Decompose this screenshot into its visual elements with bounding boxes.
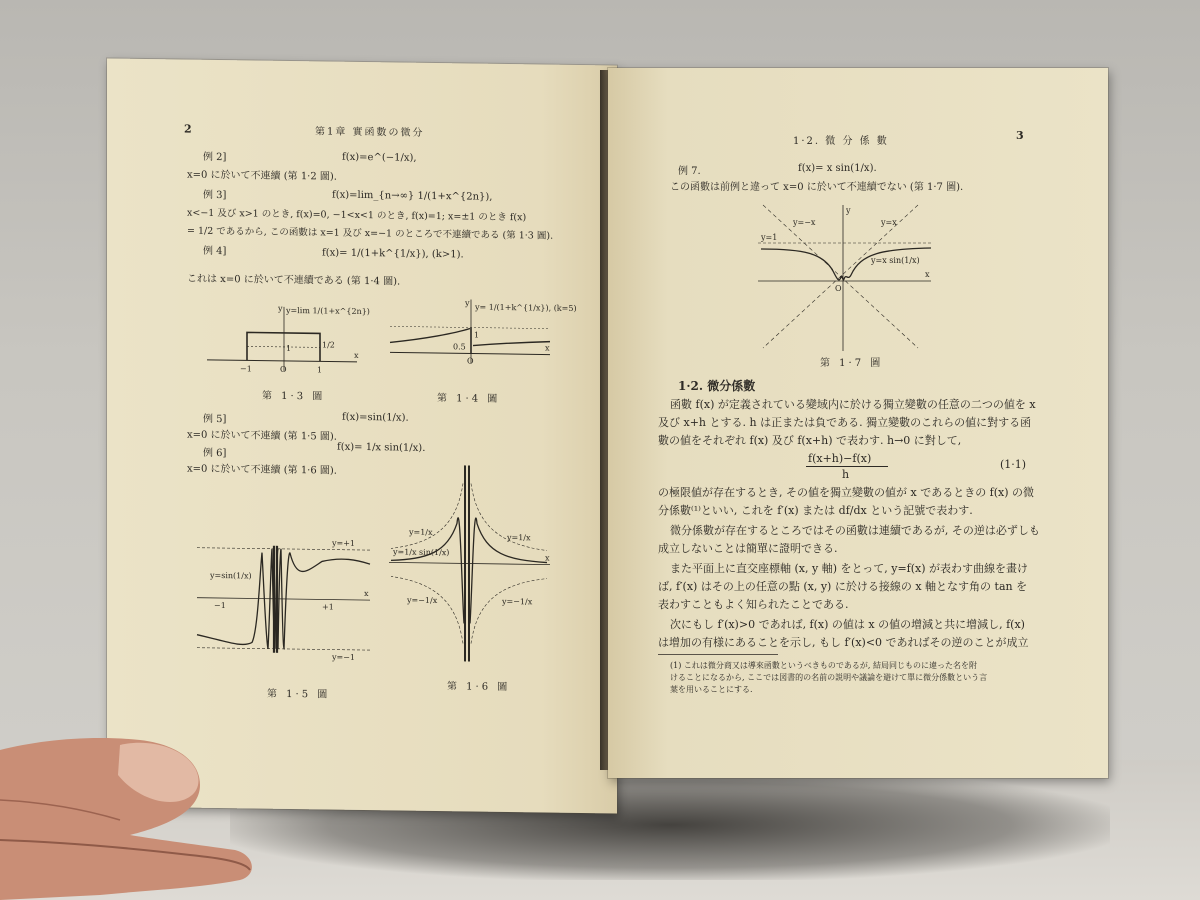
curve-label: y=x [881,218,897,227]
formula: f(x)=e^(−1/x), [342,151,417,164]
curve-label: y=1/x [507,533,531,543]
paragraph-line: 數の値をそれぞれ f(x) 及び f(x+h) で表わす. h→0 に對して, [658,434,962,447]
curve-label: y=1/x [409,527,433,537]
example-label: 例 4] [203,245,227,258]
paragraph-line: 函數 f(x) が定義されている變域内に於ける獨立變數の任意の二つの値を x [670,398,1036,411]
curve-label: y=sin(1/x) [210,570,252,581]
tick-label: 1 [317,365,323,375]
formula: f(x)= 1/x sin(1/x). [337,441,426,454]
paragraph-line: 次にもし f′(x)>0 であれば, f(x) の値は x の値の增減と共に增減し, f(x) [670,618,1025,631]
curve-label: y= 1/(1+k^{1/x}), (k=5) [475,302,577,313]
section-title: 1·2. 微分係數 [678,379,756,393]
paragraph-line: 成立しないことは簡單に證明できる. [658,542,838,555]
value-label: 1 [474,330,480,340]
page-number: 3 [1016,129,1024,142]
axis-label-y: y [846,206,851,215]
formula: f(x)=sin(1/x). [342,411,409,424]
paragraph-line: また平面上に直交座標軸 (x, y 軸) をとって, y=f(x) が表わす曲線を畫け [670,562,1029,575]
example-label: 例 2] [203,151,227,164]
paragraph-line: 分係數⁽¹⁾といい, これを f′(x) または df/dx という記號で表わす. [658,504,973,517]
paragraph-line: 表わすこともよく知られたことである. [658,598,849,611]
figure-1-6 [387,462,552,664]
left-page [107,58,617,813]
figure-caption: 第 1·3 圖 [262,390,326,403]
axis-label-x: x [354,350,359,360]
text-line: x<−1 及び x>1 のとき, f(x)=0, −1<x<1 のとき, f(x)=1; x=±1 のとき f(x) [187,207,527,224]
figure-caption: 第 1·4 圖 [437,393,501,405]
paragraph-line: は增加の有様にあることを示し, もし f′(x)<0 であればその逆のことが成立 [658,636,1029,649]
paragraph-line: の極限値が存在するとき, その値を獨立變數の値が x であるときの f(x) の微 [658,486,1035,499]
tick-label: −1 [214,600,226,611]
example-label: 例 6] [203,447,227,460]
axis-label-x: x [364,589,369,599]
value-label: 1 [286,343,292,354]
hand [0,730,260,900]
curve-label: y=1 [761,233,778,242]
footnote-line: けることになるから, ここでは図書的の名前の説明や議論を避けて單に微分係數という言 [670,673,988,682]
curve-label: y=+1 [332,538,356,548]
curve-label: y=lim 1/(1+x^{2n}) [286,305,370,317]
equation-denominator: h [842,468,850,481]
tick-label: O [280,364,287,374]
figure-caption: 第 1·7 圖 [820,358,884,369]
equation-number: (1·1) [1000,458,1027,471]
axis-label-x: x [545,343,550,353]
text-line: x=0 に於いて不連續 (第 1·2 圖). [187,169,337,183]
equation-numerator: f(x+h)−f(x) [808,452,872,465]
example-label: 例 3] [203,189,227,202]
curve-label: y=x sin(1/x) [871,256,920,265]
origin-label: O [835,284,842,293]
text-line: x=0 に於いて不連續 (第 1·6 圖). [187,463,337,477]
formula: f(x)=lim_{n→∞} 1/(1+x^{2n}), [332,189,493,203]
text-line: これは x=0 に於いて不連續である (第 1·4 圖). [187,273,401,288]
axis-label-x: x [925,270,930,279]
axis-label-y: y [278,303,283,313]
text-line: x=0 に於いて不連續 (第 1·5 圖). [187,429,337,443]
footnote-rule [658,654,778,655]
formula: f(x)= x sin(1/x). [798,163,877,174]
footnote-line: 葉を用いることにする. [670,685,753,694]
curve-label: y=−1/x [502,596,533,607]
footnote-line: (1) これは微分商又は導來函數というべきものであるが, 結局同じものに違った名を附 [670,661,977,670]
value-label: 1/2 [322,340,335,350]
figure-caption: 第 1·5 圖 [267,688,331,701]
right-page [608,68,1108,778]
figure-1-4 [385,294,577,371]
curve-label: y=1/x sin(1/x) [393,547,450,558]
curve-label: y=−1/x [407,595,438,606]
paragraph-line: ば, f′(x) はその上の任意の點 (x, y) に於ける接線の x 軸となす角の tan を [658,580,1028,593]
example-label: 例 7. [678,166,701,177]
axis-label-y: y [465,298,470,308]
figure-caption: 第 1·6 圖 [447,681,511,694]
formula: f(x)= 1/(1+k^{1/x}), (k>1). [322,247,464,261]
text-line: この函數は前例と違って x=0 に於いて不連續でない (第 1·7 圖). [670,182,964,193]
running-header: 1·2. 微 分 係 數 [793,136,889,147]
figure-1-5 [192,530,372,663]
curve-label: y=−x [793,218,816,227]
tick-label: −1 [240,364,252,374]
running-header: 第1章 實函數の微分 [315,126,425,139]
paragraph-line: 微分係數が存在するところではその函數は連續であるが, その逆は必ずしも [670,524,1040,537]
curve-label: y=−1 [332,652,356,662]
figure-1-3 [202,298,370,380]
paragraph-line: 及び x+h とする. h は正または負である. 獨立變數のこれらの値に對する函 [658,416,1032,429]
tick-label: +1 [322,602,334,612]
figure-1-7 [753,203,933,353]
value-label: 0.5 [453,342,466,352]
fraction-bar [806,466,888,467]
page-number: 2 [184,122,192,136]
origin-label: O [467,356,474,366]
text-line: = 1/2 であるから, この函數は x=1 及び x=−1 のところで不連續である (第 1·3 圖). [187,225,554,242]
example-label: 例 5] [203,413,227,426]
axis-label-x: x [545,553,550,563]
